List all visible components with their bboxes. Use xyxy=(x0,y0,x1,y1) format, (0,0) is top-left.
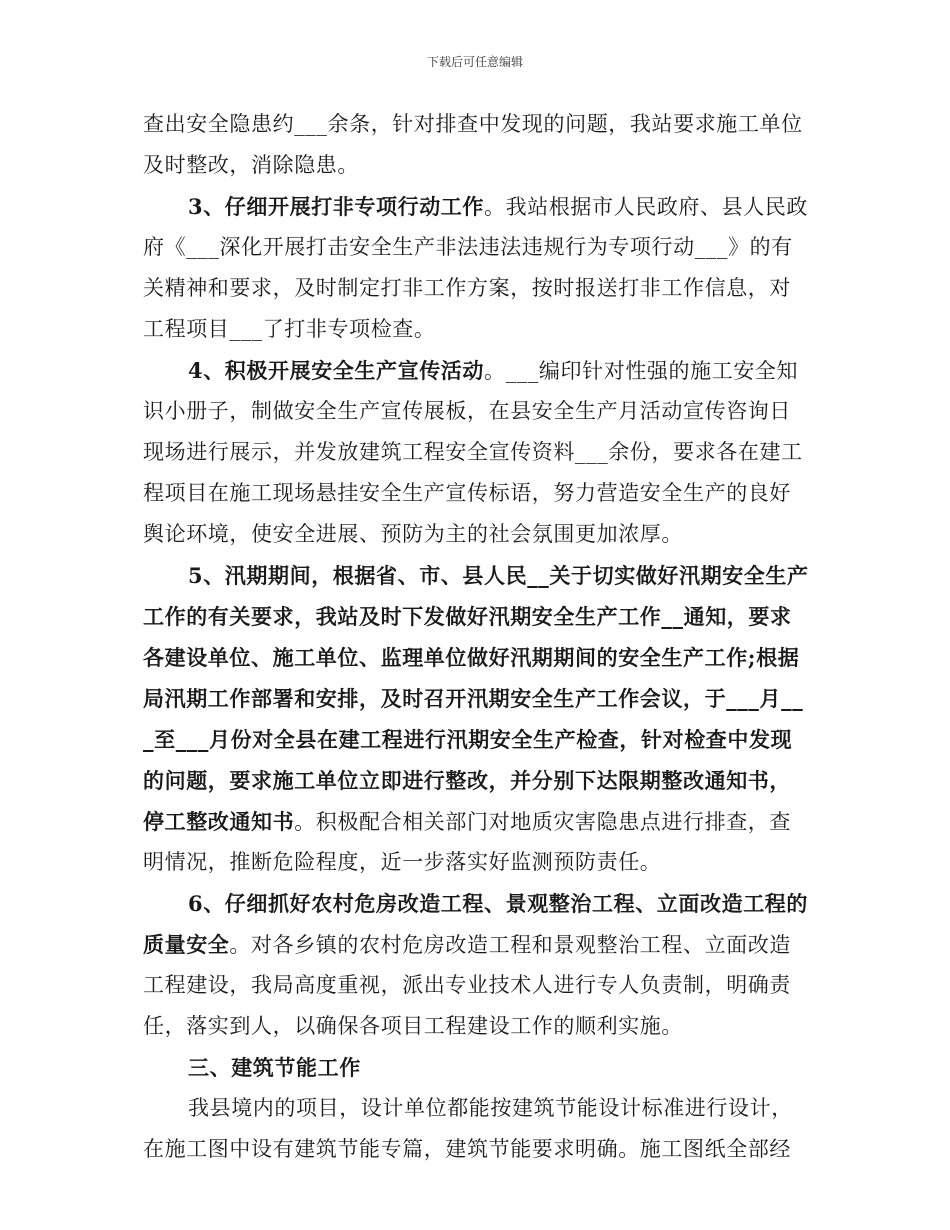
line-text: 关精神和要求，及时制定打非工作方案，按时报送打非工作信息，对 xyxy=(143,276,791,300)
line-text: 明情况，推断危险程度，近一步落实好监测预防责任。 xyxy=(143,850,662,874)
paragraph-line xyxy=(143,637,809,678)
bold-line-text: _至___月份对全县在建工程进行汛期安全生产检查，针对检查中发现 xyxy=(143,727,793,752)
bold-line-text: 局汛期工作部署和安排，及时召开汛期安全生产工作会议，于___月__ xyxy=(143,686,804,711)
line-text: 工程建设，我局高度重视，派出专业技术人进行专人负责制，明确责 xyxy=(143,973,791,997)
paragraph-line xyxy=(143,104,809,145)
line-text: 府《___深化开展打击安全生产非法违法违规行为专项行动___》的有 xyxy=(143,235,793,259)
line-text: 程项目在施工现场悬挂安全生产宣传标语，努力营造安全生产的良好 xyxy=(143,481,791,505)
line-text: 。积极配合相关部门对地质灾害隐患点进行排查，查 xyxy=(294,810,792,834)
paragraph-line xyxy=(143,801,809,842)
section-4-heading: 4、积极开展安全生产宣传活动 xyxy=(188,358,485,383)
bold-line-text: 工作的有关要求，我站及时下发做好汛期安全生产工作__通知，要求 xyxy=(143,604,792,629)
paragraph-line xyxy=(143,719,809,760)
line-text: 舆论环境，使安全进展、预防为主的社会氛围更加浓厚。 xyxy=(143,522,683,546)
line-text: 工程项目___了打非专项检查。 xyxy=(143,317,436,341)
section-3-heading: 3、仔细开展打非专项行动工作 xyxy=(188,194,485,219)
paragraph-line xyxy=(143,309,809,350)
paragraph-line xyxy=(143,268,809,309)
paragraph-line xyxy=(143,514,809,555)
section-4-heading-line xyxy=(143,350,809,391)
bold-line-text: 各建设单位、施工单位、监理单位做好汛期期间的安全生产工作;根据 xyxy=(143,645,800,670)
chapter-3-heading-line xyxy=(143,1047,809,1088)
line-text: 查出安全隐患约___余条，针对排查中发现的问题，我站要求施工单位 xyxy=(143,112,803,136)
line-text: 任，落实到人，以确保各项目工程建设工作的顺利实施。 xyxy=(143,1014,683,1038)
paragraph-line xyxy=(143,965,809,1006)
paragraph-line xyxy=(143,473,809,514)
line-text: 及时整改，消除隐患。 xyxy=(143,153,359,177)
bold-line-text: 质量安全 xyxy=(143,932,230,957)
paragraph-line xyxy=(143,1088,809,1129)
section-5-bold-text: 5、汛期期间，根据省、市、县人民__关于切实做好汛期安全生产 xyxy=(188,563,809,588)
paragraph-line xyxy=(143,1006,809,1047)
bold-line-text: 停工整改通知书 xyxy=(143,809,295,834)
line-text: 。我站根据市人民政府、县人民政 xyxy=(484,195,809,219)
chapter-3-heading: 三、建筑节能工作 xyxy=(188,1055,361,1080)
line-text: 在施工图中设有建筑节能专篇，建筑节能要求明确。施工图纸全部经 xyxy=(143,1137,791,1161)
page-header: 下载后可任意编辑 xyxy=(426,55,523,69)
line-text: 我县境内的项目，设计单位都能按建筑节能设计标准进行设计， xyxy=(188,1096,793,1120)
section-3-heading-line xyxy=(143,186,809,227)
paragraph-line xyxy=(143,432,809,473)
paragraph-line xyxy=(143,391,809,432)
paragraph-line xyxy=(143,842,809,883)
line-text: 识小册子，制做安全生产宣传展板，在县安全生产月活动宣传咨询日 xyxy=(143,399,791,423)
section-6-heading: 6、仔细抓好农村危房改造工程、景观整治工程、立面改造工程的 xyxy=(188,891,809,916)
line-text: 。对各乡镇的农村危房改造工程和景观整治工程、立面改造 xyxy=(229,933,792,957)
paragraph-line xyxy=(143,1129,809,1170)
paragraph-line xyxy=(143,227,809,268)
paragraph-line xyxy=(143,145,809,186)
line-text: 。___编印针对性强的施工安全知 xyxy=(484,359,799,383)
paragraph-line xyxy=(143,596,809,637)
paragraph-line xyxy=(143,678,809,719)
section-6-heading-line xyxy=(143,883,809,924)
section-5-heading-line xyxy=(143,555,809,596)
paragraph-line xyxy=(143,760,809,801)
bold-line-text: 的问题，要求施工单位立即进行整改，并分别下达限期整改通知书， xyxy=(143,768,791,793)
document-body xyxy=(143,104,809,1170)
line-text: 现场进行展示，并发放建筑工程安全宣传资料___余份，要求各在建工 xyxy=(143,440,803,464)
paragraph-line xyxy=(143,924,809,965)
